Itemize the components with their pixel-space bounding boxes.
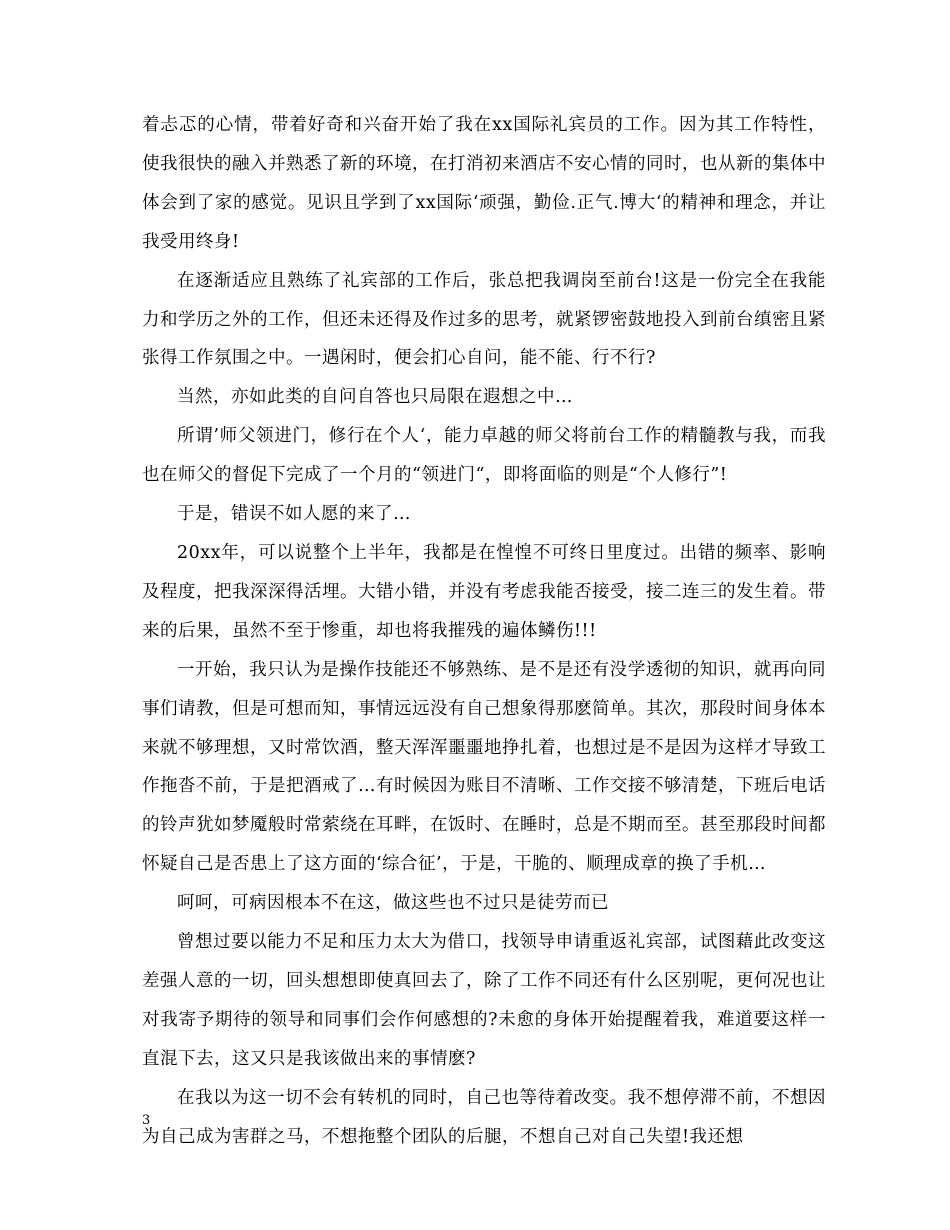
paragraph: 曾想过要以能力不足和压力太大为借口，找领导申请重返礼宾部，试图藉此改变这差强人意的一切，回头想想即使真回去了，除了工作不同还有什么区别呢，更何况也让对我寄予期待的领导和同事们会作何感想的?未愈的身体开始提醒着我，难道要这样一直混下去，这又只是我该做出来的事情麽? (142, 932, 826, 1069)
page-number: 3 (142, 1113, 151, 1128)
paragraph: 在逐渐适应且熟练了礼宾部的工作后，张总把我调岗至前台!这是一份完全在我能力和学历之外的工作，但还未还得及作过多的思考，就紧锣密鼓地投入到前台缜密且紧张得工作氛围之中。一遇闲时，便会扪心自问，能不能、行不行? (142, 270, 826, 369)
paragraph: 20xx年，可以说整个上半年，我都是在惶惶不可终日里度过。出错的频率、影响及程度，把我深深得活埋。大错小错，并没有考虑我能否接受，接二连三的发生着。带来的后果，虽然不至于惨重，却也将我摧残的遍体鳞伤!!! (142, 542, 826, 641)
document-body (142, 106, 826, 1156)
paragraph: 着忐忑的心情，带着好奇和兴奋开始了我在xx国际礼宾员的工作。因为其工作特性，使我很快的融入并熟悉了新的环境，在打消初来酒店不安心情的同时，也从新的集体中体会到了家的感觉。见识且学到了xx国际‘顽强，勤俭.正气.博大‘的精神和理念，并让我受用终身! (142, 115, 826, 252)
paragraph: 于是，错误不如人愿的来了… (177, 504, 411, 525)
paragraph: 呵呵，可病因根本不在这，做这些也不过只是徒劳而已 (177, 893, 609, 914)
paragraph: 在我以为这一切不会有转机的同时，自己也等待着改变。我不想停滞不前，不想因为自己成为害群之马，不想拖整个团队的后腿，不想自己对自己失望!我还想 (142, 1087, 826, 1147)
paragraph: 当然，亦如此类的自问自答也只局限在遐想之中… (177, 387, 573, 408)
paragraph: 一开始，我只认为是操作技能还不够熟练、是不是还有没学透彻的知识，就再向同事们请教，但是可想而知，事情远远没有自己想象得那麽简单。其次，那段时间身体本来就不够理想，又时常饮酒，整天浑浑噩噩地挣扎着，也想过是不是因为这样才导致工作拖沓不前，于是把酒戒了…有时候因为账目不清晰、工作交接不够清楚，下班后电话的铃声犹如梦魇般时常萦绕在耳畔，在饭时、在睡时，总是不期而至。甚至那段时间都怀疑自己是否患上了这方面的‘综合征’，于是，干脆的、顺理成章的换了手机… (142, 659, 826, 875)
paragraph: 所谓’师父领进门，修行在个人‘，能力卓越的师父将前台工作的精髓教与我，而我也在师父的督促下完成了一个月的“领进门“，即将面临的则是“个人修行”! (142, 426, 826, 486)
